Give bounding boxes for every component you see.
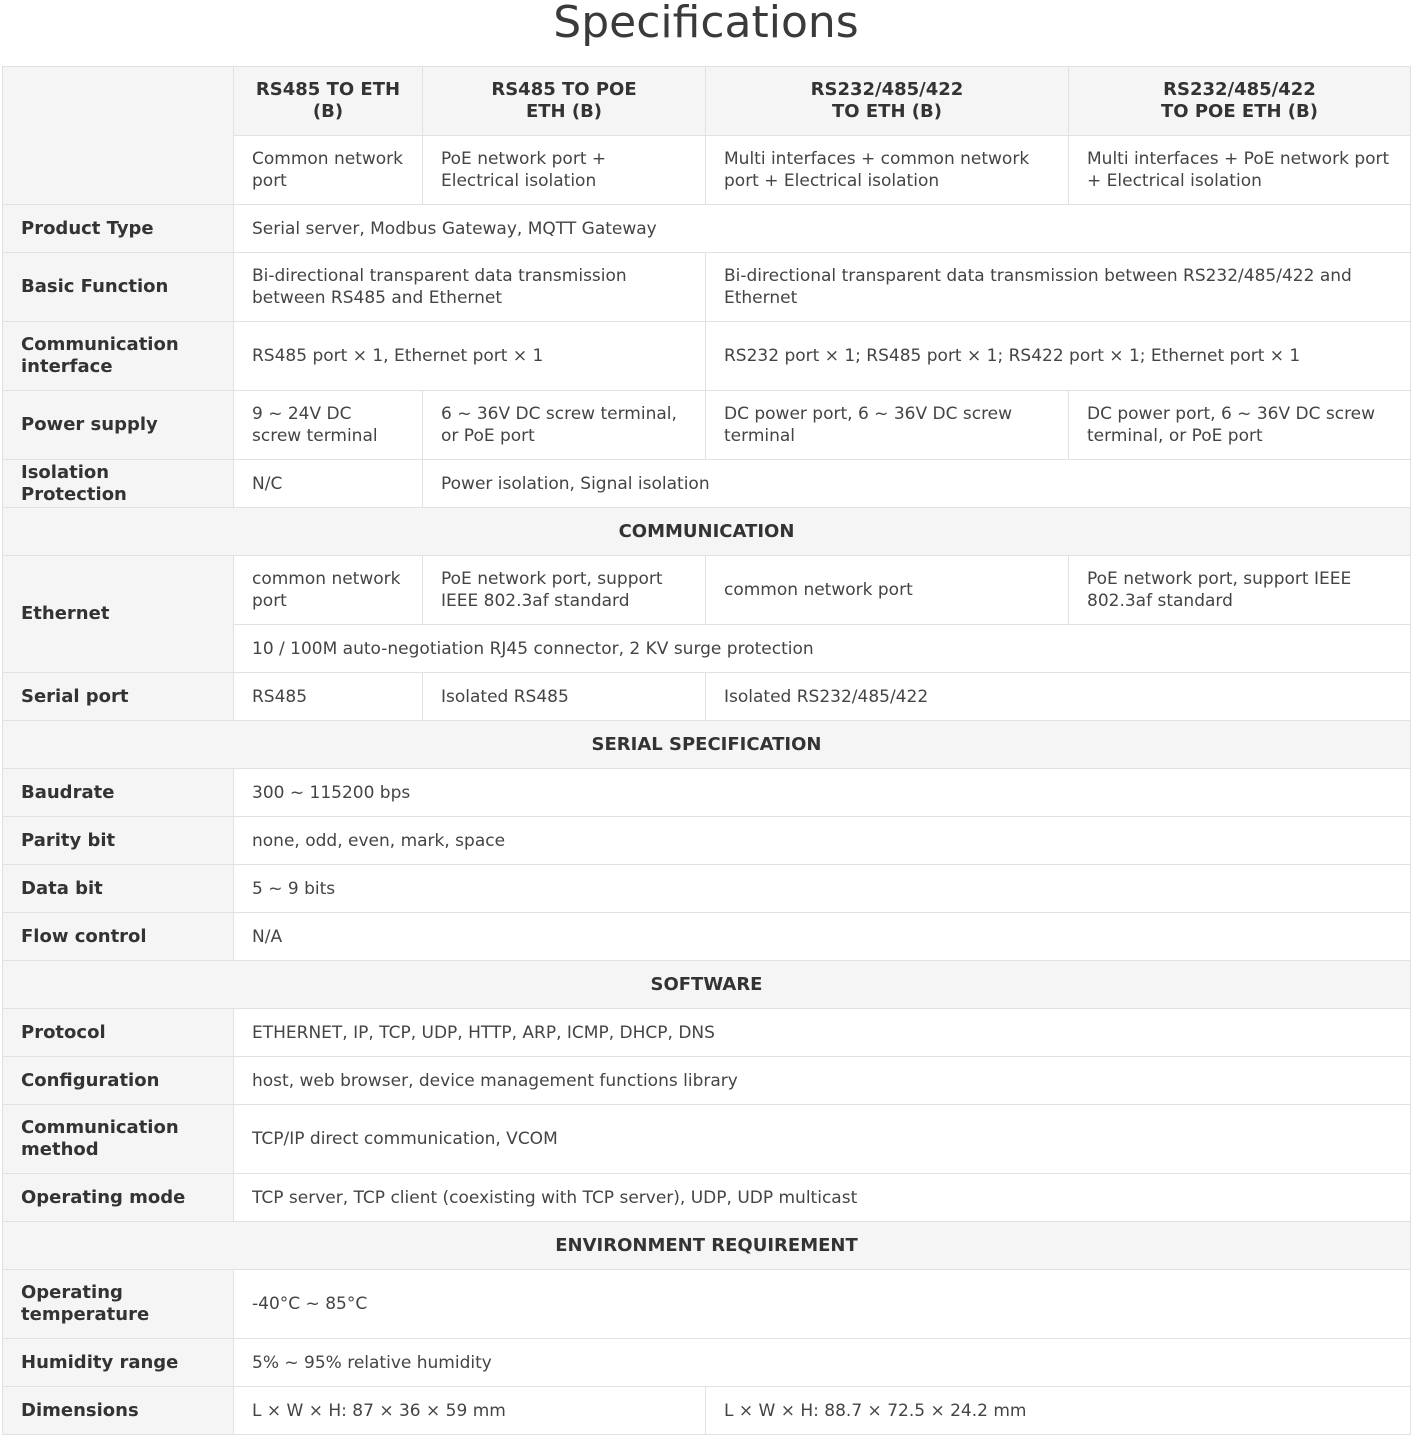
header-corner-cell (3, 67, 234, 205)
row-label: Operating mode (3, 1174, 234, 1222)
row-label: Protocol (3, 1009, 234, 1057)
row-value: TCP/IP direct communication, VCOM (234, 1105, 1411, 1174)
row-value: Bi-directional transparent data transmission between RS232/485/422 and Ethernet (706, 253, 1411, 322)
table-row (3, 913, 1411, 961)
section-title-environment-requirement: ENVIRONMENT REQUIREMENT (3, 1222, 1411, 1270)
page-title: Specifications (553, 0, 859, 48)
section-title-software: SOFTWARE (3, 961, 1411, 1009)
model-desc-multi-eth: Multi interfaces + common network port + Electrical isolation (706, 136, 1069, 205)
table-row (3, 1057, 1411, 1105)
row-label: Data bit (3, 865, 234, 913)
row-value: 6 ~ 36V DC screw terminal, or PoE port (423, 391, 706, 460)
row-value: common network port (234, 556, 423, 625)
row-label: Isolation Protection (3, 460, 234, 508)
row-label: Flow control (3, 913, 234, 961)
table-row (3, 322, 1411, 391)
row-value: RS485 (234, 673, 423, 721)
table-row (3, 817, 1411, 865)
row-label: Baudrate (3, 769, 234, 817)
row-value: TCP server, TCP client (coexisting with TCP server), UDP, UDP multicast (234, 1174, 1411, 1222)
table-row (3, 460, 1411, 508)
row-value: PoE network port, support IEEE 802.3af standard (1069, 556, 1411, 625)
specifications-table (2, 66, 1411, 1435)
table-row (3, 253, 1411, 322)
row-value: common network port (706, 556, 1069, 625)
section-header-row (3, 961, 1411, 1009)
row-value: host, web browser, device management functions library (234, 1057, 1411, 1105)
row-value: none, odd, even, mark, space (234, 817, 1411, 865)
row-value: Serial server, Modbus Gateway, MQTT Gateway (234, 205, 1411, 253)
row-value: 9 ~ 24V DC screw terminal (234, 391, 423, 460)
row-value: RS485 port × 1, Ethernet port × 1 (234, 322, 706, 391)
row-value: Power isolation, Signal isolation (423, 460, 1411, 508)
model-header-row (3, 67, 1411, 136)
table-row (3, 391, 1411, 460)
row-label: Humidity range (3, 1339, 234, 1387)
table-row (3, 1339, 1411, 1387)
row-label: Communication interface (3, 322, 234, 391)
table-row (3, 1387, 1411, 1435)
table-row (3, 769, 1411, 817)
row-label: Serial port (3, 673, 234, 721)
row-value: Isolated RS485 (423, 673, 706, 721)
row-value: Isolated RS232/485/422 (706, 673, 1411, 721)
row-label: Dimensions (3, 1387, 234, 1435)
table-row (3, 865, 1411, 913)
model-name-rs485-poe-eth: RS485 TO POE ETH (B) (423, 67, 706, 136)
model-desc-multi-poe-eth: Multi interfaces + PoE network port + Electrical isolation (1069, 136, 1411, 205)
row-value: RS232 port × 1; RS485 port × 1; RS422 port × 1; Ethernet port × 1 (706, 322, 1411, 391)
row-label: Configuration (3, 1057, 234, 1105)
row-value: ETHERNET, IP, TCP, UDP, HTTP, ARP, ICMP, DHCP, DNS (234, 1009, 1411, 1057)
row-value: Bi-directional transparent data transmission between RS485 and Ethernet (234, 253, 706, 322)
model-desc-rs485-poe-eth: PoE network port + Electrical isolation (423, 136, 706, 205)
row-value: 300 ~ 115200 bps (234, 769, 1411, 817)
row-label: Product Type (3, 205, 234, 253)
section-title-communication: COMMUNICATION (3, 508, 1411, 556)
section-header-row (3, 1222, 1411, 1270)
model-name-multi-eth: RS232/485/422 TO ETH (B) (706, 67, 1069, 136)
row-label: Communication method (3, 1105, 234, 1174)
row-value: 5 ~ 9 bits (234, 865, 1411, 913)
row-value: 5% ~ 95% relative humidity (234, 1339, 1411, 1387)
row-label: Operating temperature (3, 1270, 234, 1339)
section-header-row (3, 721, 1411, 769)
section-header-row (3, 508, 1411, 556)
row-value: DC power port, 6 ~ 36V DC screw terminal, or PoE port (1069, 391, 1411, 460)
table-row (3, 205, 1411, 253)
table-row (3, 1174, 1411, 1222)
row-value: L × W × H: 87 × 36 × 59 mm (234, 1387, 706, 1435)
row-value: N/A (234, 913, 1411, 961)
row-value: 10 / 100M auto-negotiation RJ45 connector, 2 KV surge protection (234, 625, 1411, 673)
table-row (3, 556, 1411, 625)
row-label: Ethernet (3, 556, 234, 673)
row-value: -40°C ~ 85°C (234, 1270, 1411, 1339)
table-row (3, 1270, 1411, 1339)
row-label: Power supply (3, 391, 234, 460)
section-title-serial-specification: SERIAL SPECIFICATION (3, 721, 1411, 769)
row-value: DC power port, 6 ~ 36V DC screw terminal (706, 391, 1069, 460)
table-row (3, 1105, 1411, 1174)
table-row (3, 673, 1411, 721)
model-name-rs485-eth: RS485 TO ETH (B) (234, 67, 423, 136)
model-name-multi-poe-eth: RS232/485/422 TO POE ETH (B) (1069, 67, 1411, 136)
row-value: N/C (234, 460, 423, 508)
row-value: L × W × H: 88.7 × 72.5 × 24.2 mm (706, 1387, 1411, 1435)
row-label: Basic Function (3, 253, 234, 322)
row-value: PoE network port, support IEEE 802.3af standard (423, 556, 706, 625)
model-desc-rs485-eth: Common network port (234, 136, 423, 205)
table-row (3, 1009, 1411, 1057)
row-label: Parity bit (3, 817, 234, 865)
